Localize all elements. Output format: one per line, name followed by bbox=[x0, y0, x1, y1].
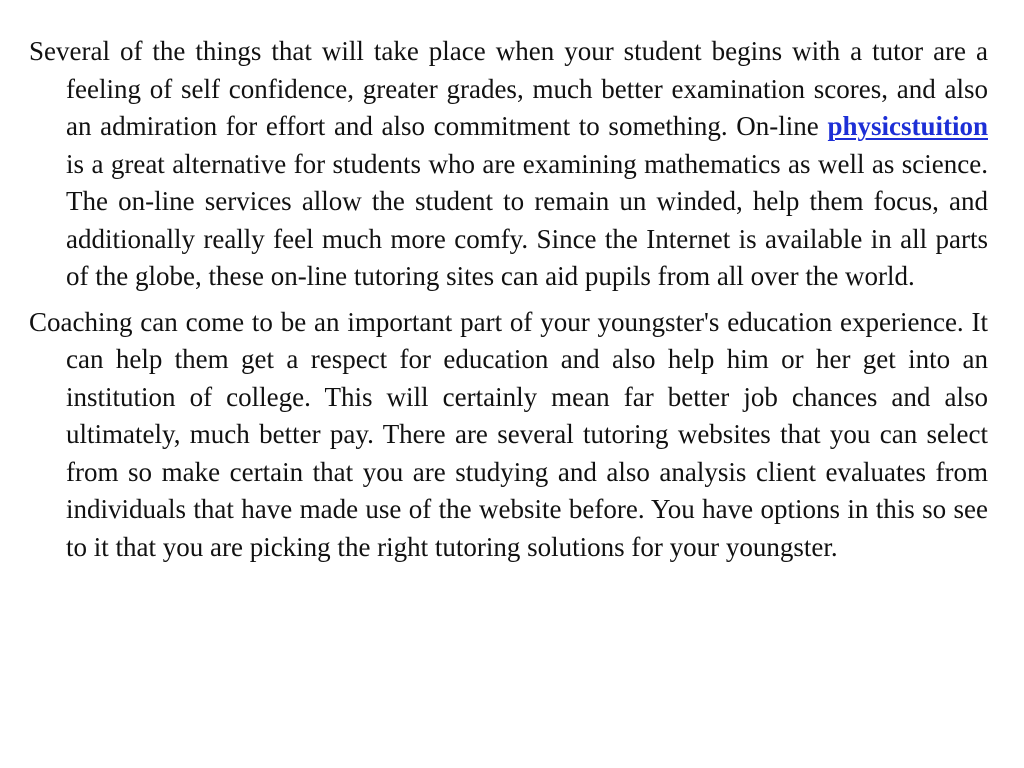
paragraph-1 bbox=[29, 33, 988, 296]
physicstuition-link[interactable]: physicstuition bbox=[827, 111, 988, 141]
paragraph-1-text-after: is a great alternative for students who are examining mathematics as well as science. The on-line services allow the student to remain un winded, help them focus, and additionally really feel much more comfy. Since the Internet is available in all parts of the globe, these on-line tutoring sites can aid pupils from all over the world. bbox=[66, 148, 988, 291]
paragraph-2 bbox=[29, 304, 988, 567]
paragraph-1-text-before: Several of the things that will take place when your student begins with a tutor are a feeling of self confidence, greater grades, much better examination scores, and also an admiration for effort and also commitment to something. On-line bbox=[29, 36, 988, 141]
paragraph-2-text: Coaching can come to be an important part of your youngster's education experience. It can help them get a respect for education and also help him or her get into an institution of college. This will certainly mean far better job chances and also ultimately, much better pay. There are several tutoring websites that you can select from so make certain that you are studying and also analysis client evaluates from individuals that have made use of the website before. You have options in this so see to it that you are picking the right tutoring solutions for your youngster. bbox=[29, 306, 988, 562]
